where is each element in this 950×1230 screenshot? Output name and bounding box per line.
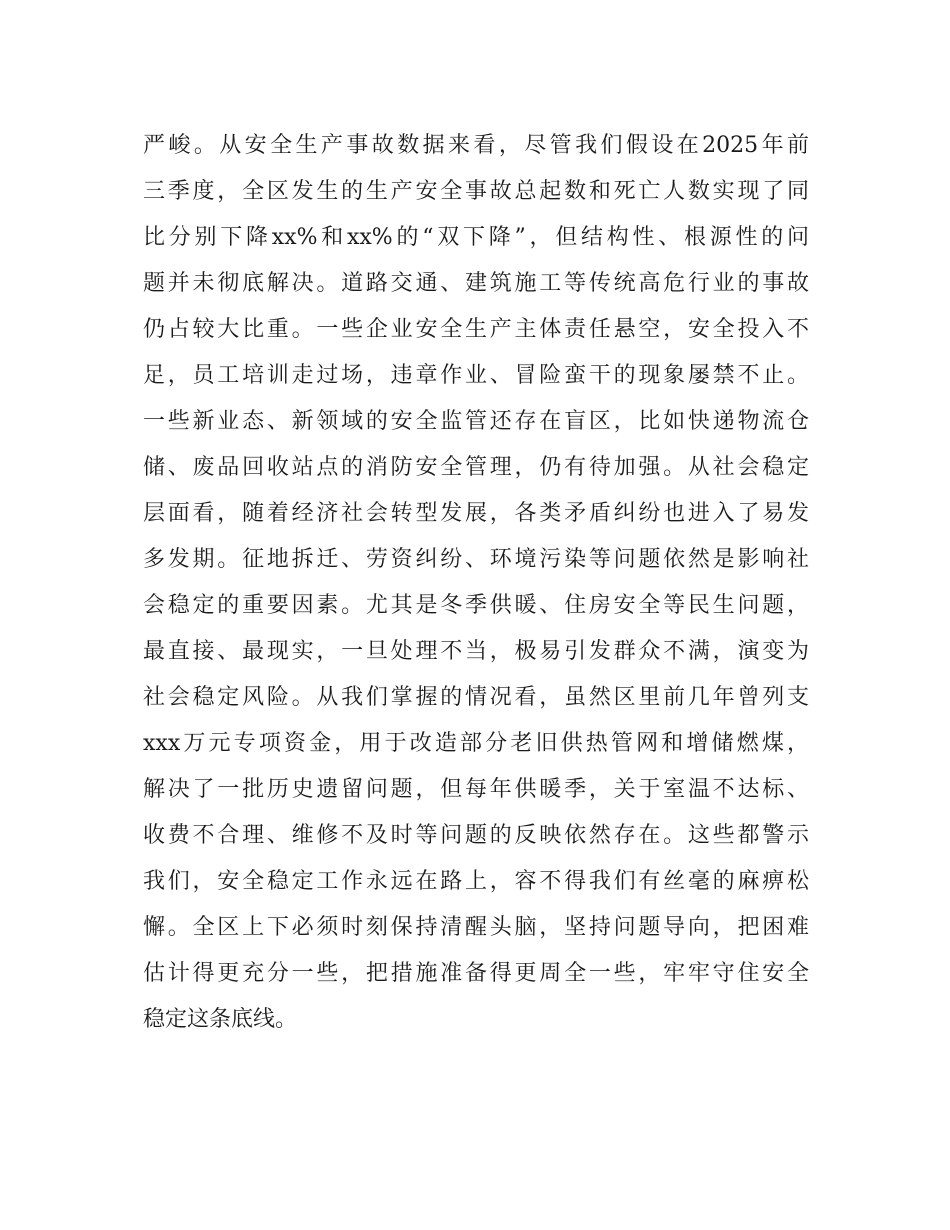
- text-line: xxx万元专项资金，用于改造部分老旧供热管网和增储燃煤，: [143, 731, 809, 756]
- body-paragraph: [143, 123, 809, 1043]
- text-line: 解决了一批历史遗留问题，但每年供暖季，关于室温不达标、: [143, 777, 809, 802]
- text-line: 多发期。征地拆迁、劳资纠纷、环境污染等问题依然是影响社: [143, 547, 809, 572]
- text-line: 三季度，全区发生的生产安全事故总起数和死亡人数实现了同: [143, 179, 809, 204]
- text-line: 严峻。从安全生产事故数据来看，尽管我们假设在2025年前: [143, 133, 809, 158]
- text-line: 题并未彻底解决。道路交通、建筑施工等传统高危行业的事故: [143, 271, 809, 296]
- text-line: 最直接、最现实，一旦处理不当，极易引发群众不满，演变为: [143, 639, 809, 664]
- text-line: 估计得更充分一些，把措施准备得更周全一些，牢牢守住安全: [143, 961, 809, 986]
- text-line: 懈。全区上下必须时刻保持清醒头脑，坚持问题导向，把困难: [143, 915, 809, 940]
- document-page: [143, 123, 809, 1043]
- text-line: 稳定这条底线。: [143, 1007, 298, 1032]
- text-line: 足，员工培训走过场，违章作业、冒险蛮干的现象屡禁不止。: [143, 363, 809, 388]
- text-line: 我们，安全稳定工作永远在路上，容不得我们有丝毫的麻痹松: [143, 869, 809, 894]
- text-line: 仍占较大比重。一些企业安全生产主体责任悬空，安全投入不: [143, 317, 809, 342]
- text-line: 社会稳定风险。从我们掌握的情况看，虽然区里前几年曾列支: [143, 685, 809, 710]
- text-line: 储、废品回收站点的消防安全管理，仍有待加强。从社会稳定: [143, 455, 809, 480]
- text-line: 一些新业态、新领域的安全监管还存在盲区，比如快递物流仓: [143, 409, 809, 434]
- text-line: 比分别下降xx%和xx%的“双下降”，但结构性、根源性的问: [143, 225, 809, 250]
- text-line: 会稳定的重要因素。尤其是冬季供暖、住房安全等民生问题，: [143, 593, 809, 618]
- text-line: 收费不合理、维修不及时等问题的反映依然存在。这些都警示: [143, 823, 809, 848]
- text-line: 层面看，随着经济社会转型发展，各类矛盾纠纷也进入了易发: [143, 501, 809, 526]
